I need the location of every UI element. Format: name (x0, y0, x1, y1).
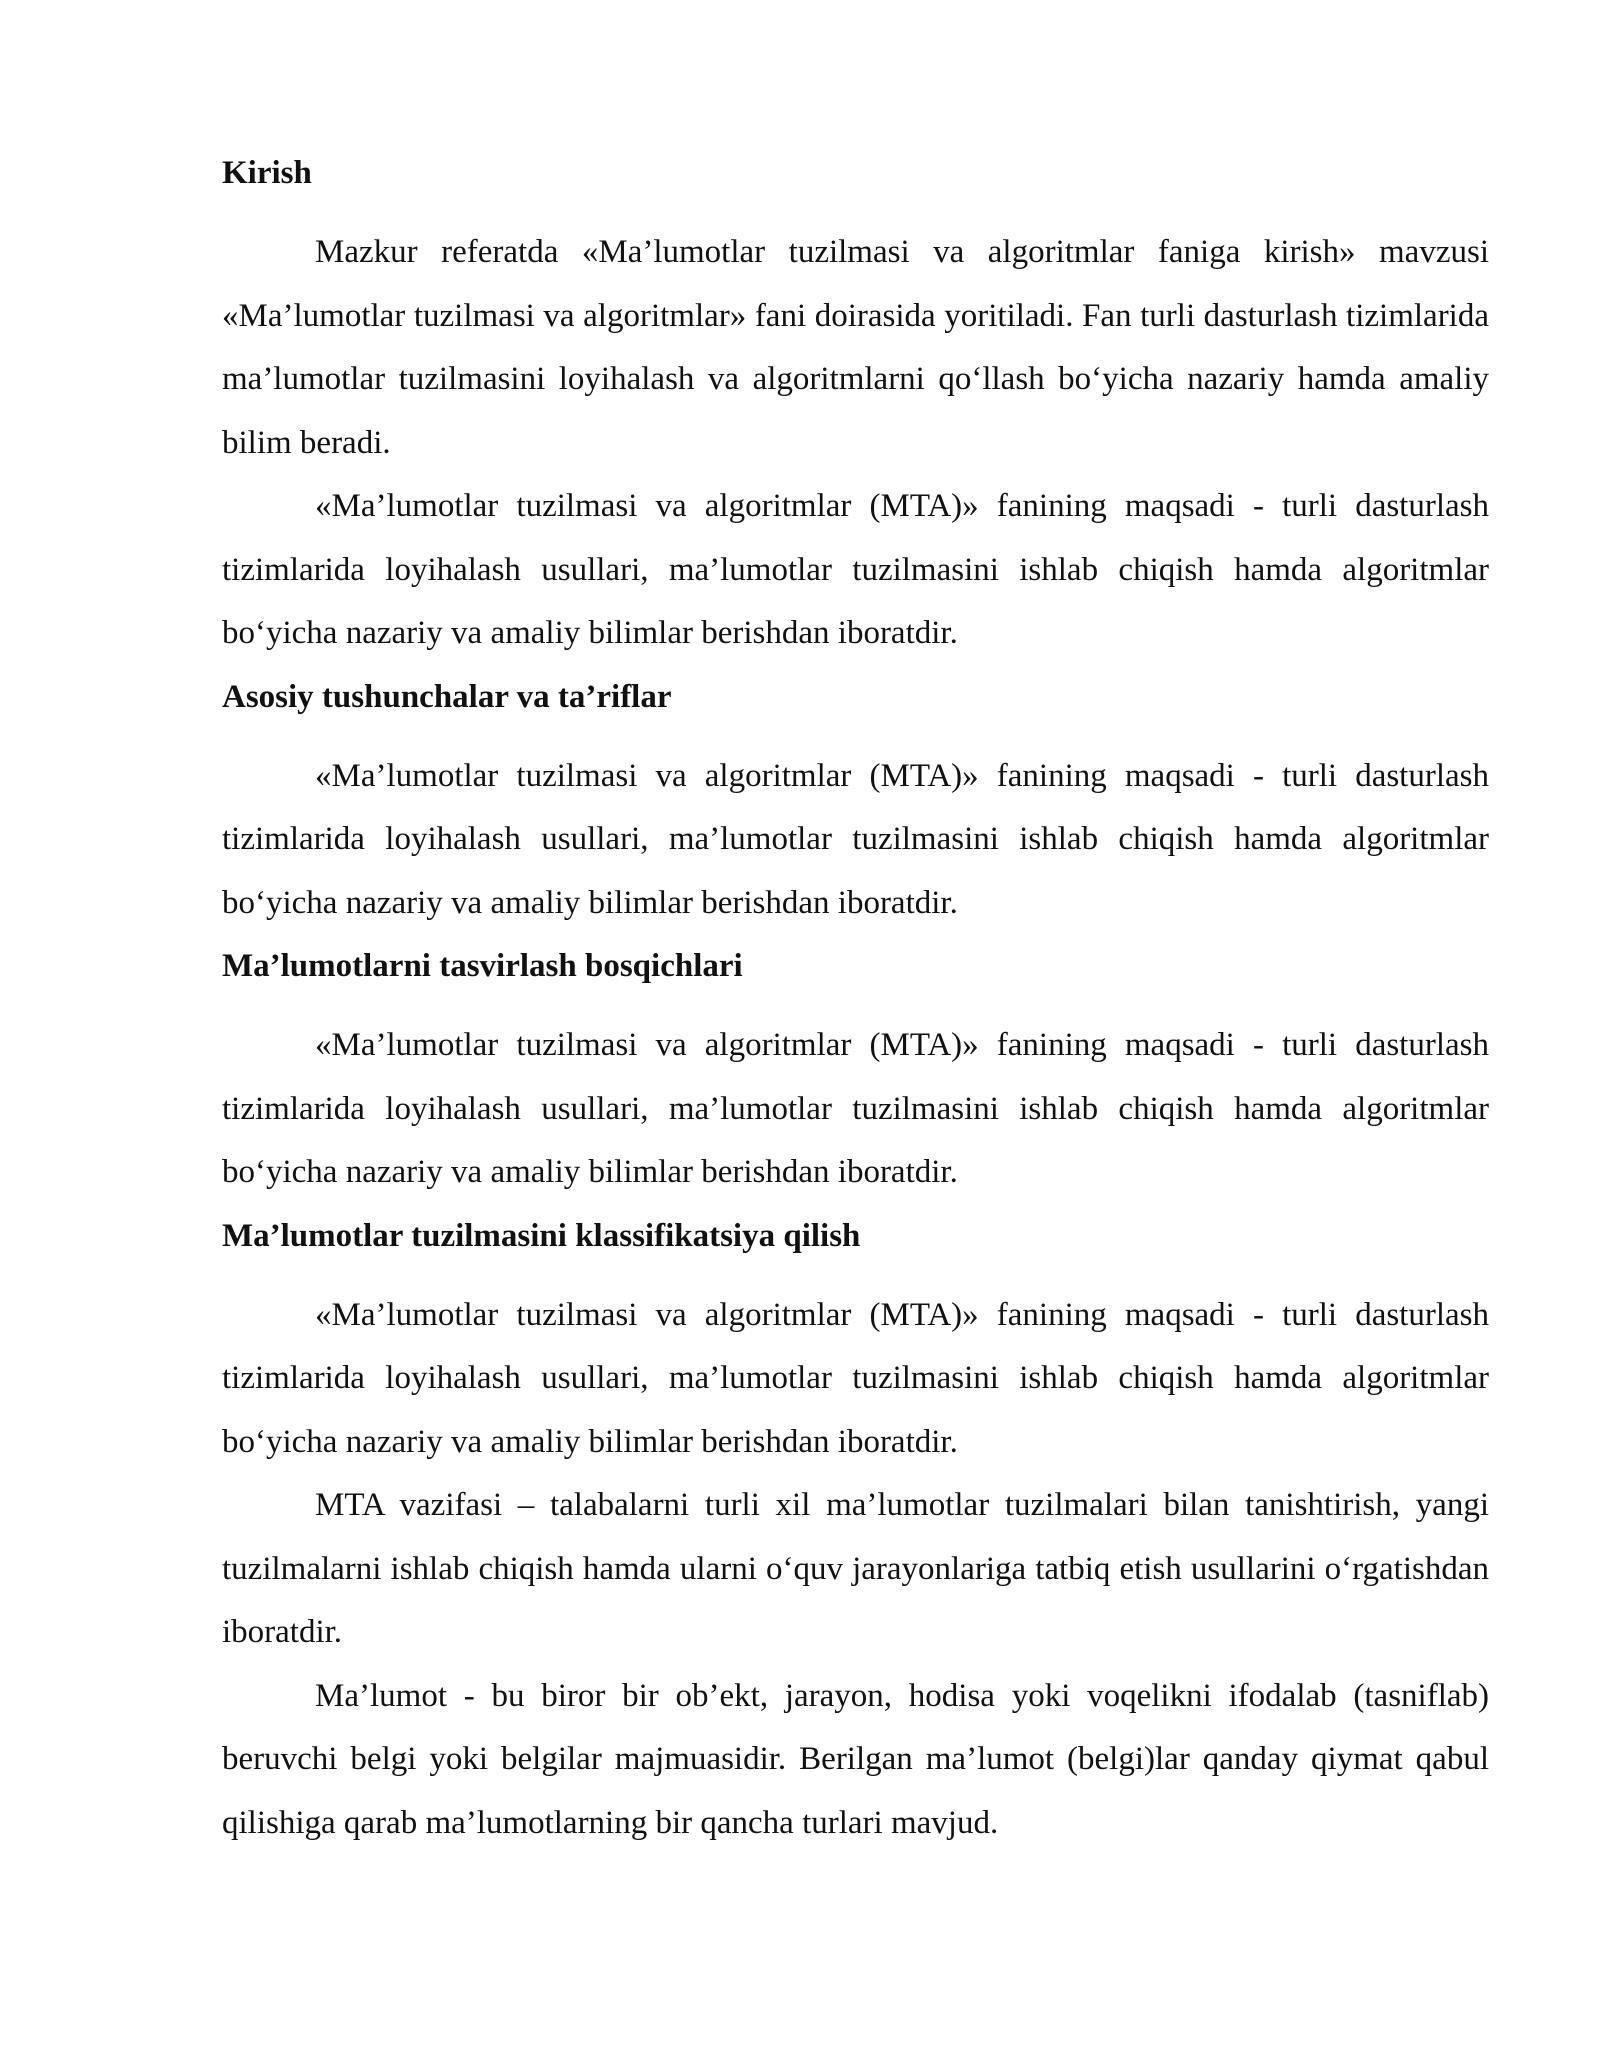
paragraph: «Ma’lumotlar tuzilmasi va algoritmlar (MTA)» fanining maqsadi - turli dasturlash tizimlarida loyihalash usullari, ma’lumotlar tuzilmasini ishlab chiqish hamda algoritmlar bo‘yicha nazariy va amaliy bilimlar berishdan iboratdir. (222, 1027, 1489, 1190)
section-asosiy-tushunchalar (222, 666, 1489, 936)
section-klassifikatsiya (222, 1205, 1489, 1856)
paragraph: Mazkur referatda «Ma’lumotlar tuzilmasi va algoritmlar faniga kirish» mavzusi «Ma’lumotlar tuzilmasi va algoritmlar» fani doirasida yoritiladi. Fan turli dasturlash tizimlarida ma’lumotlar tuzilmasini loyihalash va algoritmlarni qo‘llash bo‘yicha nazariy hamda amaliy bilim beradi. (222, 234, 1489, 461)
section-heading: Ma’lumotlar tuzilmasini klassifikatsiya qilish (222, 1217, 861, 1254)
section-heading: Kirish (222, 155, 312, 191)
section-heading: Ma’lumotlarni tasvirlash bosqichlari (222, 948, 743, 984)
document-page (222, 142, 1489, 1855)
paragraph: «Ma’lumotlar tuzilmasi va algoritmlar (MTA)» fanining maqsadi - turli dasturlash tizimlarida loyihalash usullari, ma’lumotlar tuzilmasini ishlab chiqish hamda algoritmlar bo‘yicha nazariy va amaliy bilimlar berishdan iboratdir. (222, 488, 1489, 651)
paragraph: «Ma’lumotlar tuzilmasi va algoritmlar (MTA)» fanining maqsadi - turli dasturlash tizimlarida loyihalash usullari, ma’lumotlar tuzilmasini ishlab chiqish hamda algoritmlar bo‘yicha nazariy va amaliy bilimlar berishdan iboratdir. (222, 757, 1489, 921)
section-tasvirlash-bosqichlari (222, 935, 1489, 1205)
paragraph: MTA vazifasi – talabalarni turli xil ma’lumotlar tuzilmalari bilan tanishtirish, yangi tuzilmalarni ishlab chiqish hamda ularni o‘quv jarayonlariga tatbiq etish usullarini o‘rgatishdan iboratdir. (222, 1487, 1489, 1650)
section-kirish (222, 142, 1489, 666)
paragraph: Ma’lumot - bu biror bir ob’ekt, jarayon, hodisa yoki voqelikni ifodalab (tasniflab) beruvchi belgi yoki belgilar majmuasidir. Berilgan ma’lumot (belgi)lar qanday qiymat qabul qilishiga qarab ma’lumotlarning bir qancha turlari mavjud. (222, 1677, 1489, 1841)
paragraph: «Ma’lumotlar tuzilmasi va algoritmlar (MTA)» fanining maqsadi - turli dasturlash tizimlarida loyihalash usullari, ma’lumotlar tuzilmasini ishlab chiqish hamda algoritmlar bo‘yicha nazariy va amaliy bilimlar berishdan iboratdir. (222, 1296, 1489, 1460)
section-heading: Asosiy tushunchalar va ta’riflar (222, 678, 672, 715)
